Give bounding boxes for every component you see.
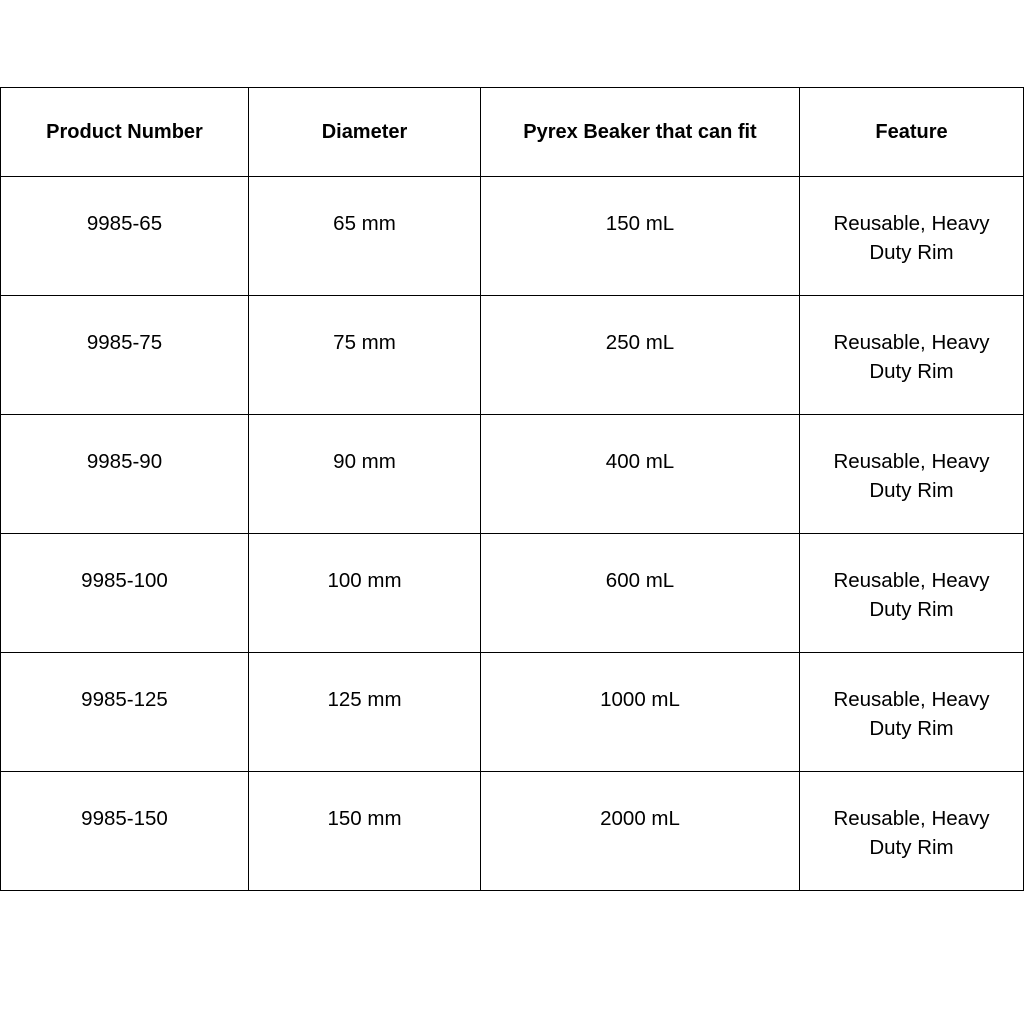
cell-product-number: 9985-65 (1, 177, 249, 296)
cell-beaker: 150 mL (481, 177, 800, 296)
table-row (1, 653, 1024, 772)
product-table (0, 87, 1024, 891)
table-row (1, 772, 1024, 891)
table-row (1, 296, 1024, 415)
cell-beaker: 250 mL (481, 296, 800, 415)
cell-diameter: 150 mm (249, 772, 481, 891)
cell-product-number: 9985-125 (1, 653, 249, 772)
cell-product-number: 9985-90 (1, 415, 249, 534)
cell-beaker: 2000 mL (481, 772, 800, 891)
cell-diameter: 90 mm (249, 415, 481, 534)
cell-diameter: 100 mm (249, 534, 481, 653)
cell-beaker: 1000 mL (481, 653, 800, 772)
header-diameter: Diameter (249, 88, 481, 177)
table-row (1, 415, 1024, 534)
cell-beaker: 400 mL (481, 415, 800, 534)
cell-feature: Reusable, Heavy Duty Rim (800, 296, 1024, 415)
table-header-row (1, 88, 1024, 177)
table-row (1, 177, 1024, 296)
cell-product-number: 9985-100 (1, 534, 249, 653)
cell-feature: Reusable, Heavy Duty Rim (800, 177, 1024, 296)
cell-feature: Reusable, Heavy Duty Rim (800, 415, 1024, 534)
product-table-container (0, 87, 1024, 891)
cell-beaker: 600 mL (481, 534, 800, 653)
cell-feature: Reusable, Heavy Duty Rim (800, 534, 1024, 653)
cell-diameter: 125 mm (249, 653, 481, 772)
cell-product-number: 9985-75 (1, 296, 249, 415)
header-beaker: Pyrex Beaker that can fit (481, 88, 800, 177)
header-product-number: Product Number (1, 88, 249, 177)
header-feature: Feature (800, 88, 1024, 177)
cell-diameter: 65 mm (249, 177, 481, 296)
cell-product-number: 9985-150 (1, 772, 249, 891)
cell-diameter: 75 mm (249, 296, 481, 415)
cell-feature: Reusable, Heavy Duty Rim (800, 772, 1024, 891)
cell-feature: Reusable, Heavy Duty Rim (800, 653, 1024, 772)
table-row (1, 534, 1024, 653)
